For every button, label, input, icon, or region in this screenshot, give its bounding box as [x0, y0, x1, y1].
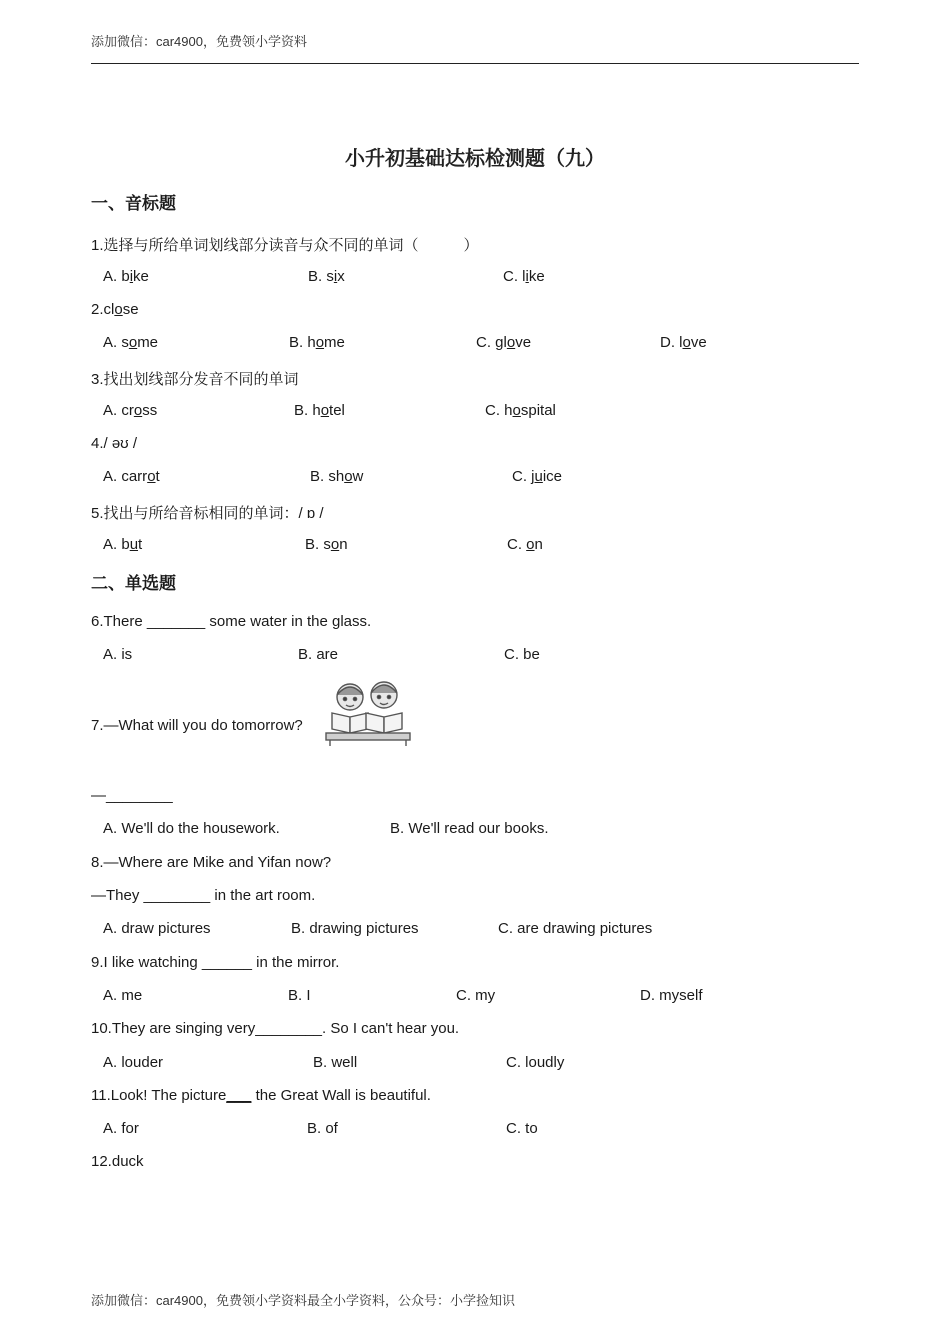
q1-option-b: B. six: [308, 268, 345, 285]
q9-option-d: D. myself: [640, 987, 703, 1004]
q2-option-a: A. some: [103, 334, 159, 351]
question-5: 5.找出与所给音标相同的单词：/ ɒ /: [91, 505, 324, 522]
q4-option-a: A. carrot: [103, 468, 160, 485]
page-footer: 添加微信：car4900，免费领小学资料最全小学资料，公众号：小学捡知识: [91, 1293, 515, 1308]
q4-option-c: C. juice: [512, 468, 563, 485]
question-8: 8.—Where are Mike and Yifan now?: [91, 854, 332, 871]
question-6: 6.There _______ some water in the glass.: [91, 613, 372, 630]
q9-option-b: B. I: [288, 987, 311, 1004]
section-heading-phonetics: 一、音标题: [91, 194, 176, 214]
q10-option-b: B. well: [313, 1054, 358, 1071]
question-3: 3.找出划线部分发音不同的单词: [91, 371, 299, 388]
q7-option-a: A. We'll do the housework.: [103, 820, 280, 837]
children-reading-illustration: [322, 679, 414, 747]
question-11: 11.Look! The picture___ the Great Wall is beautiful.: [91, 1087, 431, 1104]
q9-option-a: A. me: [103, 987, 143, 1004]
q7-option-b: B. We'll read our books.: [390, 820, 549, 837]
q5-option-a: A. but: [103, 536, 143, 553]
q7-answer-line: —________: [91, 787, 173, 804]
q5-option-b: B. son: [305, 536, 348, 553]
q10-option-a: A. louder: [103, 1054, 164, 1071]
q4-option-b: B. show: [310, 468, 364, 485]
question-10: 10.They are singing very________. So I can't hear you.: [91, 1020, 460, 1037]
header-divider: [91, 63, 859, 64]
q10-option-c: C. loudly: [506, 1054, 565, 1071]
q2-option-c: C. glove: [476, 334, 532, 351]
q8-option-c: C. are drawing pictures: [498, 920, 653, 937]
question-8-line-2: —They ________ in the art room.: [91, 887, 316, 904]
q8-option-a: A. draw pictures: [103, 920, 211, 937]
question-2: 2.close: [91, 301, 139, 318]
q3-option-b: B. hotel: [294, 402, 345, 419]
q6-option-c: C. be: [504, 646, 540, 663]
question-1: 1.选择与所给单词划线部分读音与众不同的单词（ ）: [91, 237, 479, 254]
q2-option-b: B. home: [289, 334, 345, 351]
question-4: 4./ əʊ /: [91, 435, 138, 452]
q5-option-c: C. on: [507, 536, 543, 553]
q6-option-a: A. is: [103, 646, 133, 663]
question-9: 9.I like watching ______ in the mirror.: [91, 954, 340, 971]
question-7: 7.—What will you do tomorrow?: [91, 717, 303, 734]
q8-option-b: B. drawing pictures: [291, 920, 419, 937]
q1-option-a: A. bike: [103, 268, 149, 285]
q2-option-d: D. love: [660, 334, 707, 351]
q6-option-b: B. are: [298, 646, 339, 663]
q11-option-a: A. for: [103, 1120, 139, 1137]
section-heading-multiple-choice: 二、单选题: [91, 574, 176, 594]
q11-option-c: C. to: [506, 1120, 538, 1137]
page-title: 小升初基础达标检测题（九）: [345, 146, 605, 170]
q9-option-c: C. my: [456, 987, 496, 1004]
page-header: 添加微信：car4900，免费领小学资料: [91, 34, 307, 49]
q1-option-c: C. like: [503, 268, 545, 285]
question-12: 12.duck: [91, 1153, 144, 1170]
q11-option-b: B. of: [307, 1120, 338, 1137]
q3-option-c: C. hospital: [485, 402, 556, 419]
q3-option-a: A. cross: [103, 402, 158, 419]
